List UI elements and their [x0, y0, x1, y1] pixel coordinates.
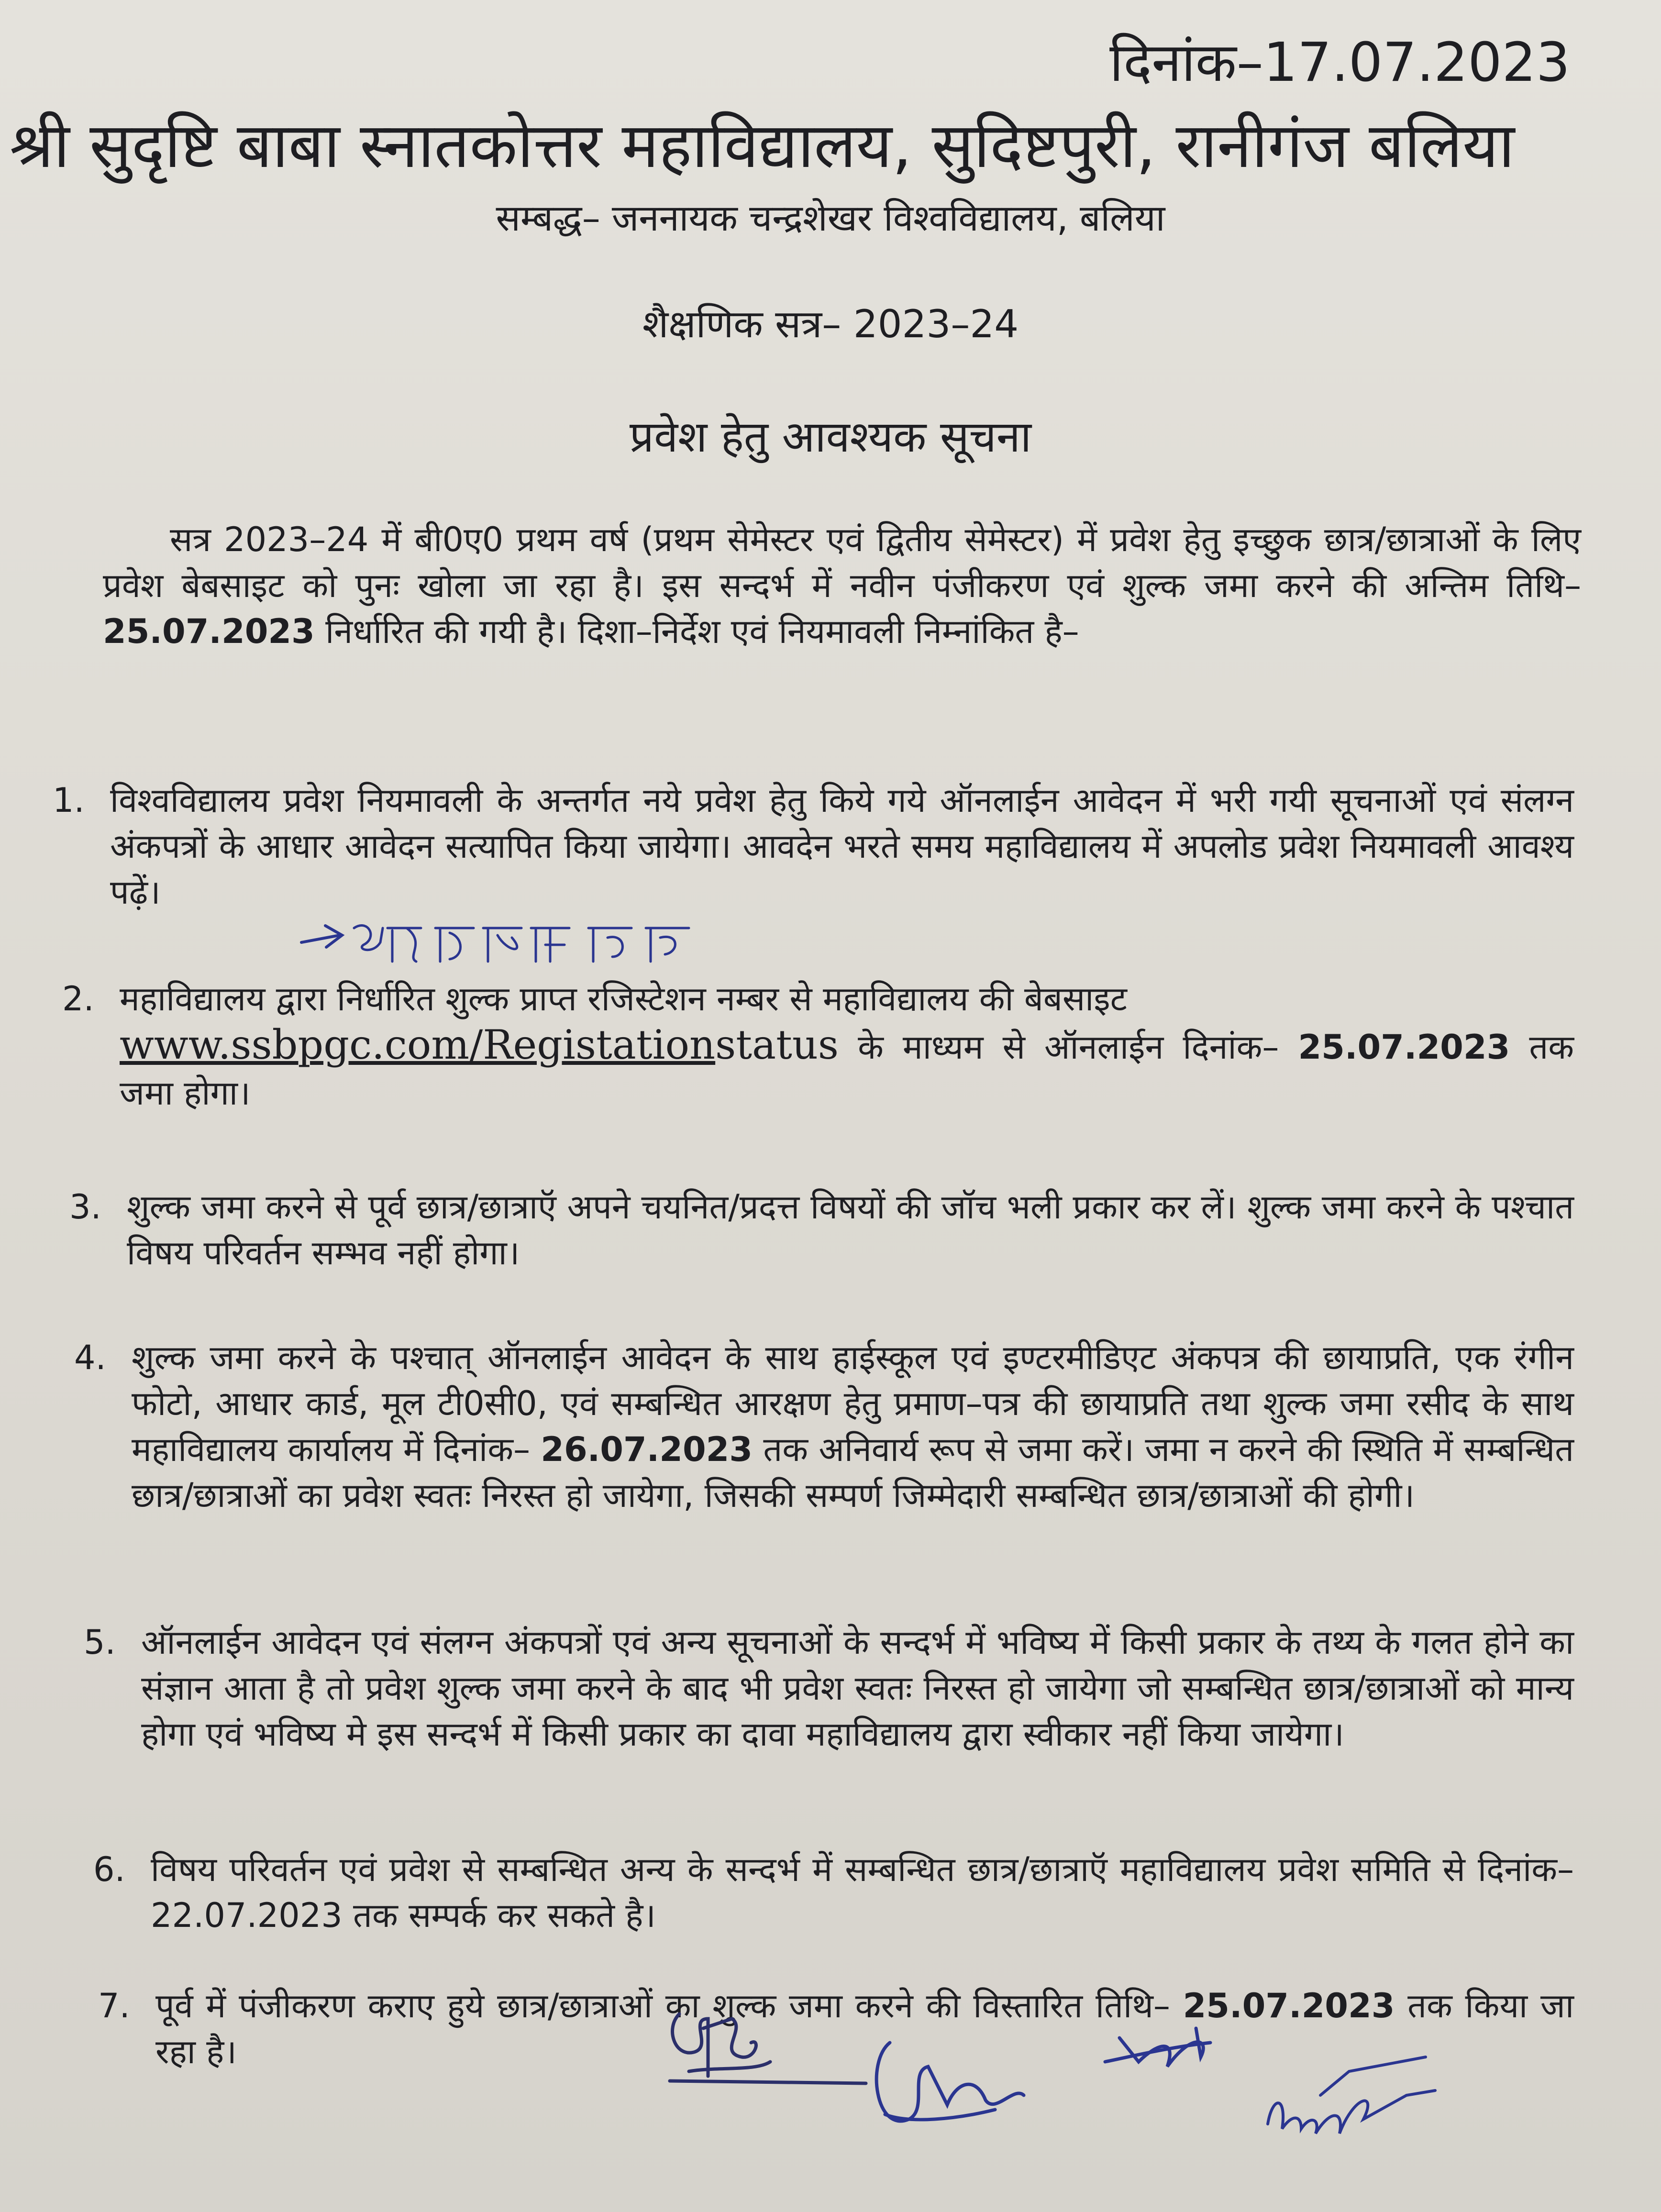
signature-4: [1268, 2057, 1435, 2134]
instruction-item-5: [84, 1619, 1574, 1757]
college-name: श्री सुदृष्टि बाबा स्नातकोत्तर महाविद्यालय, सुदिष्टपुरी, रानीगंज बलिया: [10, 109, 1515, 182]
registration-status-link[interactable]: www.ssbpgc.com/Registation: [120, 1021, 716, 1068]
item-text: [132, 1335, 1574, 1518]
intro-last-date: 25.07.2023: [103, 612, 315, 651]
item-text-after: तक किया जा रहा है।: [155, 1986, 1574, 2071]
intro-text-after: निर्धारित की गयी है। दिशा–निर्देश एवं नियमावली निम्नांकित है–: [325, 612, 1079, 651]
instruction-item-4: [74, 1335, 1574, 1518]
item-text: शुल्क जमा करने से पूर्व छात्र/छात्राऍ अपने चयनित/प्रदत्त विषयों की जॉच भली प्रकार कर लें। शुल्क जमा करने के पश्चात विषय परिवर्तन सम्भव नहीं होगा।: [127, 1187, 1574, 1272]
instruction-item-2: [62, 976, 1574, 1116]
item-number: 6.: [93, 1850, 125, 1889]
instruction-item-1: [53, 777, 1574, 915]
item-text-after: तक जमा होगा।: [120, 1028, 1574, 1113]
item-text: [120, 976, 1574, 1116]
item-text: विषय परिवर्तन एवं प्रवेश से सम्बन्धित अन्य के सन्दर्भ में सम्बन्धित छात्र/छात्राऍ महाविद्यालय प्रवेश समिति से दिनांक– 22.07.2023 तक सम्पर्क कर सकते है।: [151, 1850, 1574, 1935]
item-number: 1.: [53, 781, 85, 820]
item-deadline-date: 25.07.2023: [1298, 1028, 1510, 1067]
item-number: 7.: [98, 1986, 130, 2025]
signatures: [660, 2000, 1473, 2205]
signature-3: [1105, 2028, 1210, 2067]
notice-title: प्रवेश हेतु आवश्यक सूचना: [629, 412, 1032, 462]
item-text-after: तक अनिवार्य रूप से जमा करें। जमा न करने की स्थिति में सम्बन्धित छात्र/छात्राओं का प्रवेश स्वतः निरस्त हो जायेगा, जिसकी सम्पर्ण जिम्मेदारी सम्बन्धित छात्र/छात्राओं की होगी।: [132, 1430, 1574, 1515]
link-suffix: status: [715, 1021, 839, 1068]
notice-date: दिनांक–17.07.2023: [1109, 32, 1570, 94]
item-number: 3.: [69, 1187, 101, 1227]
item-text-mid: के माध्यम से ऑनलाईन दिनांक–: [858, 1028, 1279, 1067]
item-deadline-date: 26.07.2023: [541, 1430, 753, 1469]
affiliation-line: सम्बद्ध– जननायक चन्द्रशेखर विश्वविद्यालय, बलिया: [496, 197, 1165, 239]
academic-session: शैक्षणिक सत्र– 2023–24: [642, 302, 1019, 346]
instruction-item-3: [69, 1184, 1574, 1276]
item-text: विश्वविद्यालय प्रवेश नियमावली के अन्तर्गत नये प्रवेश हेतु किये गये ऑनलाईन आवेदन में भरी गयी सूचनाओं एवं संलग्न अंकपत्रों के आधार आवेदन सत्यापित किया जायेगा। आवदेन भरते समय महाविद्यालय में अपलोड प्रवेश नियमावली आवश्य पढ़ें।: [110, 781, 1574, 912]
item-number: 4.: [74, 1338, 106, 1377]
intro-text-before: सत्र 2023–24 में बी0ए0 प्रथम वर्ष (प्रथम सेमेस्टर एवं द्वितीय सेमेस्टर) में प्रवेश हेतु इच्छुक छात्र/छात्राओं के लिए प्रवेश बेबसाइट को पुनः खोला जा रहा है। इस सन्दर्भ में नवीन पंजीकरण एवं शुल्क जमा करने की अन्तिम तिथि–: [103, 520, 1581, 605]
signature-2: [876, 2043, 1024, 2121]
handwritten-note: [297, 909, 703, 976]
intro-paragraph: [103, 517, 1581, 654]
item-number: 5.: [84, 1623, 116, 1662]
instruction-item-6: [93, 1847, 1574, 1938]
item-deadline-date: 25.07.2023: [1183, 1986, 1395, 2025]
item-text: ऑनलाईन आवेदन एवं संलग्न अंकपत्रों एवं अन्य सूचनाओं के सन्दर्भ में भविष्य में किसी प्रकार के तथ्य के गलत होने का संज्ञान आता है तो प्रवेश शुल्क जमा करने के बाद भी प्रवेश स्वतः निरस्त हो जायेगा जो सम्बन्धित छात्र/छात्राओं को मान्य होगा एवं भविष्य मे इस सन्दर्भ में किसी प्रकार का दावा महाविद्यालय द्वारा स्वीकार नहीं किया जायेगा।: [141, 1623, 1574, 1754]
item-number: 2.: [62, 979, 94, 1018]
item-text-before: पूर्व में पंजीकरण कराए हुये छात्र/छात्राओं का शुल्क जमा करने की विस्तारित तिथि–: [155, 1986, 1170, 2025]
signature-1: [670, 2014, 866, 2083]
item-text-before: शुल्क जमा करने के पश्चात् ऑनलाईन आवेदन के साथ हाईस्कूल एवं इण्टरमीडिएट अंकपत्र की छायाप्रति, एक रंगीन फोटो, आधार कार्ड, मूल टी0सी0, एवं सम्बन्धित आरक्षण हेतु प्रमाण–पत्र की छायाप्रति तथा शुल्क जमा रसीद के साथ महाविद्यालय कार्यालय में दिनांक–: [132, 1338, 1574, 1469]
item-text-before: महाविद्यालय द्वारा निर्धारित शुल्क प्राप्त रजिस्टेशन नम्बर से महाविद्यालय की बेबसाइट: [120, 979, 1127, 1018]
